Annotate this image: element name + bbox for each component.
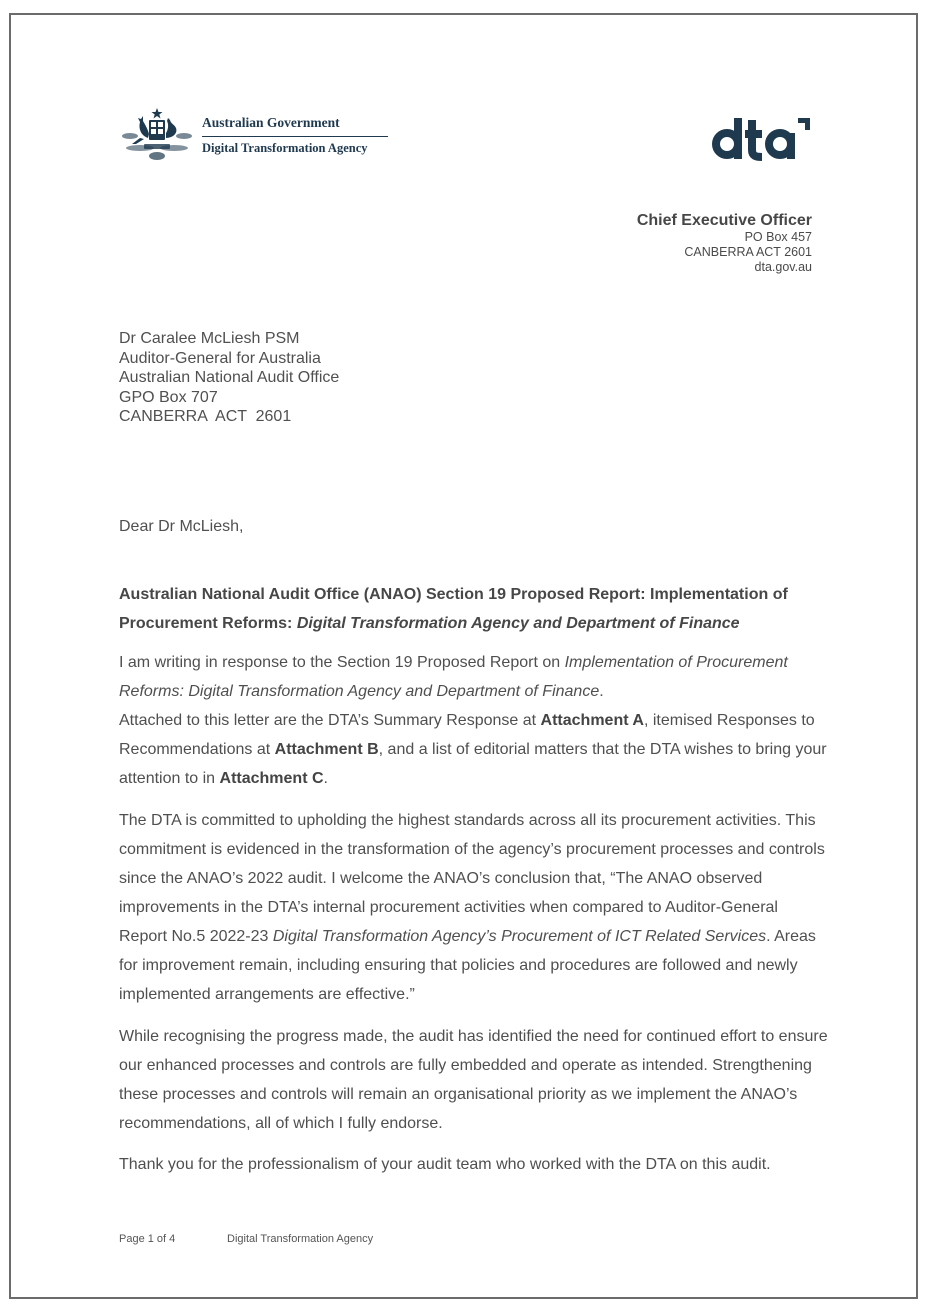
paragraph-3: While recognising the progress made, the audit has identified the need for continued effort to ensure our enhanced processes and controls are fully embedded and operate as intended. Strengthening these processes and controls will remain an organisational priority as we implement the ANAO’s recommendations, all of which I fully endorse.: [119, 1028, 828, 1132]
p2-text-1: The DTA is committed to upholding the highest standards across all its procurement activities. This commitment is evidenced in the transformation of the agency’s procurement processes and controls since the ANAO’s 2022 audit. I welcome the ANAO’s conclusion that, “The ANAO observed improvements in the DTA’s internal procurement activities when compared to Auditor-General Report No.5 2022-23: [119, 812, 825, 945]
p2-text-2: . Areas for improvement remain, including ensuring that policies and procedures are followed and newly implemented arrangements are effective.”: [119, 928, 816, 1003]
sender-po-box: PO Box 457: [744, 230, 812, 244]
sender-block: [637, 211, 812, 275]
paragraph-2: [119, 806, 829, 1009]
recipient-position: Auditor-General for Australia: [119, 349, 321, 367]
coat-of-arms-icon: [118, 106, 196, 164]
page-footer: [119, 1233, 373, 1245]
p1-text-1: I am writing in response to the Section 19 Proposed Report on: [119, 654, 565, 671]
p1-report-title: Implementation of Procurement Reforms: Digital Transformation Agency and Department of Finance: [119, 654, 788, 700]
attachment-a: Attachment A: [540, 712, 644, 729]
p1-text-5: .: [323, 770, 328, 787]
sender-website: dta.gov.au: [754, 260, 812, 274]
paragraph-4: Thank you for the professionalism of your audit team who worked with the DTA on this audit.: [119, 1156, 771, 1173]
gov-logo-line1: Australian Government: [202, 115, 388, 137]
attachment-c: Attachment C: [219, 770, 324, 787]
salutation: Dear Dr McLiesh,: [119, 518, 244, 535]
sender-title: Chief Executive Officer: [636, 212, 812, 229]
dta-logo-icon: [712, 112, 812, 164]
recipient-city: CANBERRA ACT 2601: [119, 408, 292, 425]
recipient-name: Dr Caralee McLiesh PSM: [119, 330, 300, 347]
government-logo: [118, 105, 388, 165]
p1-text-1-end: .: [599, 683, 604, 700]
gov-logo-line2: Digital Transformation Agency: [202, 140, 368, 155]
page-number: Page 1 of 4: [119, 1233, 176, 1245]
sender-city: CANBERRA ACT 2601: [684, 245, 812, 259]
subject-bold: Australian National Audit Office (ANAO) Section 19 Proposed Report: Implementation of Procurement Reforms:: [119, 586, 788, 632]
paragraph-1: [119, 648, 829, 793]
recipient-block: [119, 329, 339, 427]
p1-text-3: , itemised Responses to Recommendations at: [119, 712, 815, 758]
p1-text-2: Attached to this letter are the DTA’s Summary Response at: [119, 712, 541, 729]
footer-agency: Digital Transformation Agency: [227, 1233, 374, 1245]
recipient-po-box: GPO Box 707: [119, 388, 218, 406]
recipient-organisation: Australian National Audit Office: [119, 369, 340, 386]
subject-line: [119, 581, 819, 638]
attachment-b: Attachment B: [274, 741, 379, 758]
p1-text-4: , and a list of editorial matters that the DTA wishes to bring your attention to in: [119, 741, 827, 787]
subject-italic: Digital Transformation Agency and Department of Finance: [296, 614, 740, 632]
p2-report-title: Digital Transformation Agency’s Procurement of ICT Related Services: [272, 928, 767, 945]
